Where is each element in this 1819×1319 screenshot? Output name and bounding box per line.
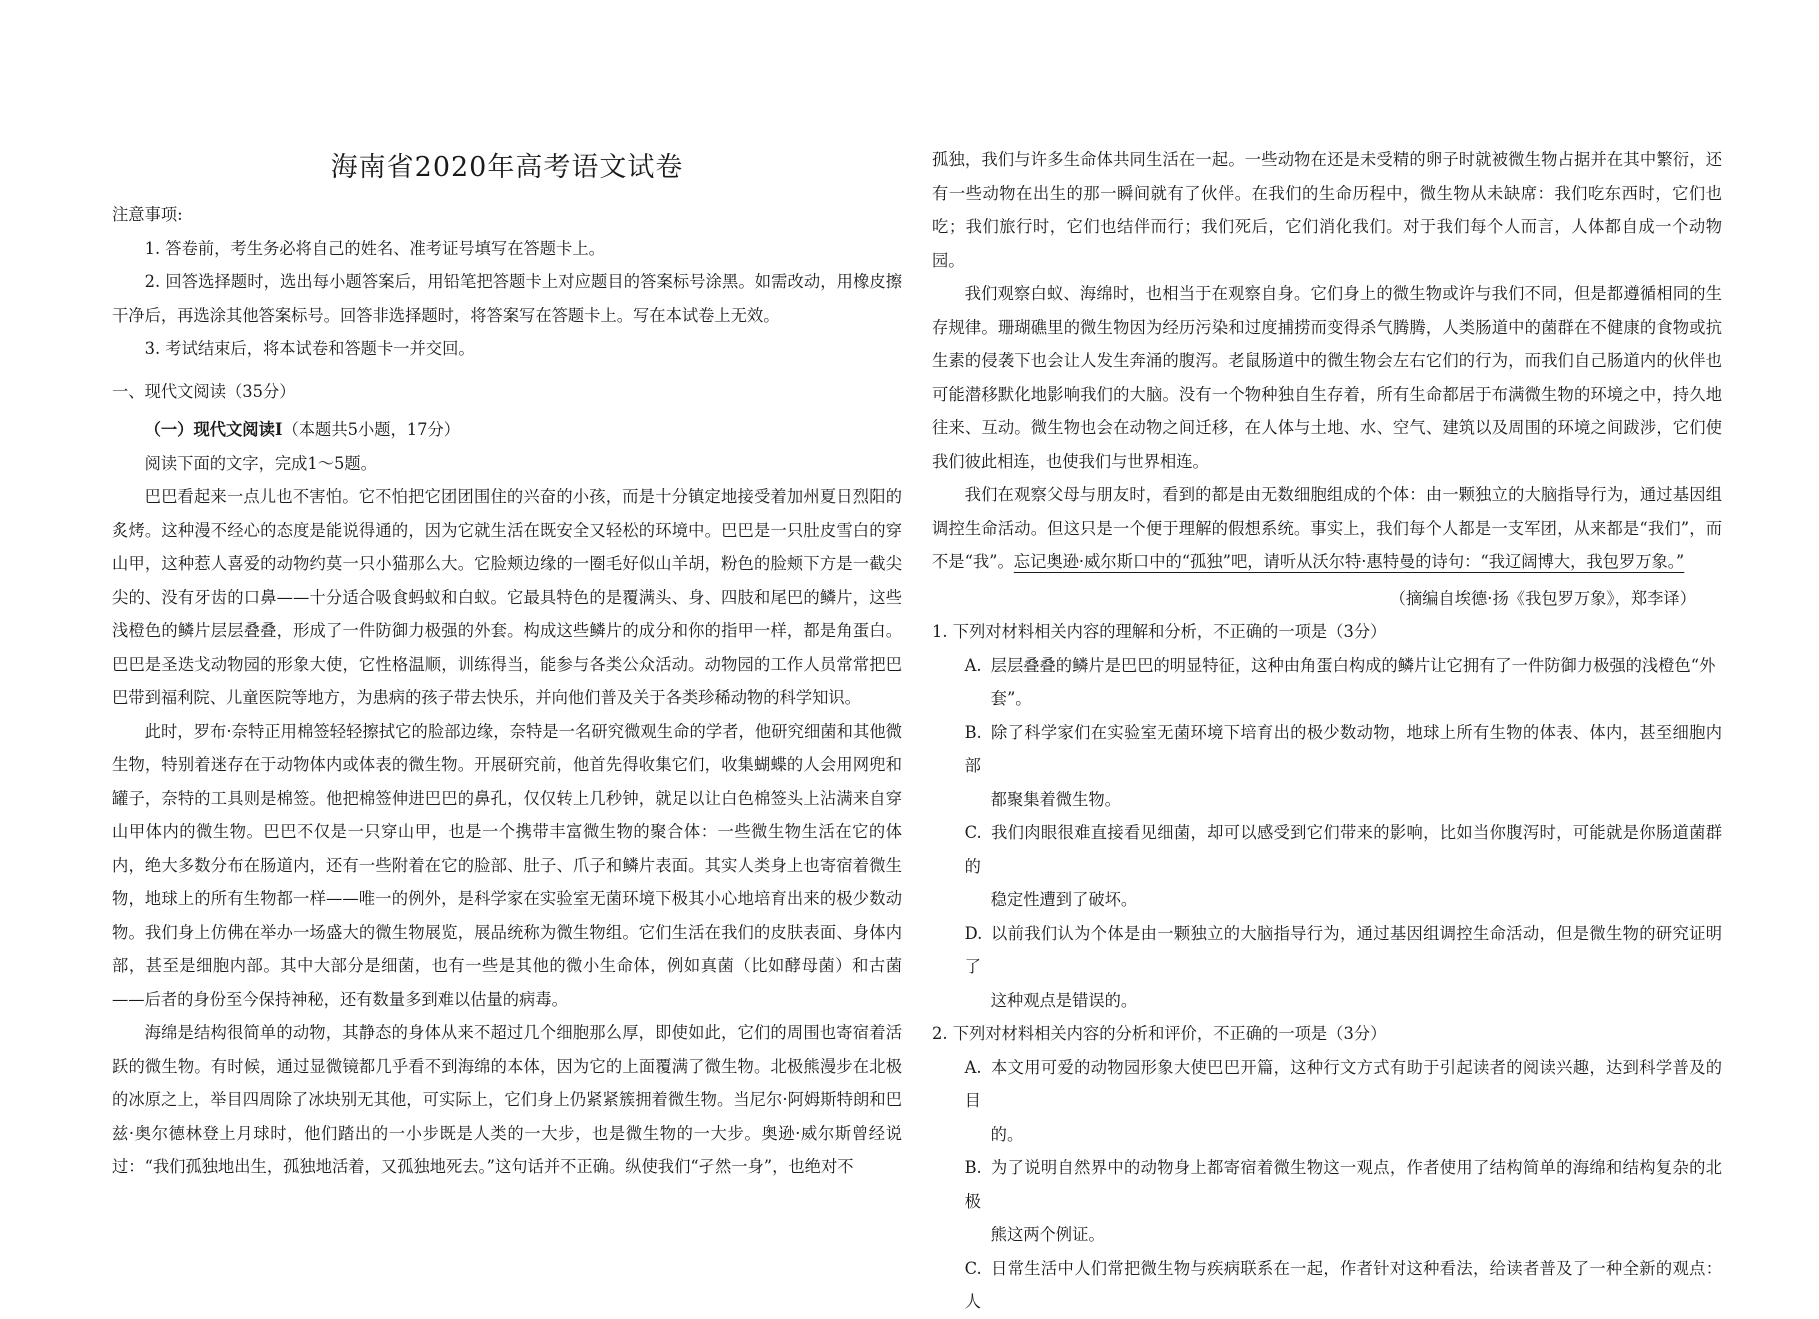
option-text: 我们肉眼很难直接看见细菌，却可以感受到它们带来的影响，比如当你腹泻时，可能就是你肠道菌群的 [964, 823, 1722, 876]
option-text-continued: 这种观点是错误的。 [990, 990, 1138, 1010]
passage-paragraph-5-text: 我们在观察父母与朋友时，看到的都是由无数细胞组成的个体：由一颗独立的大脑指导行为，通过基因组调控生命活动。但这只是一个便于理解的假想系统。事实上，我们每个人都是一支军团，从来都是“我们”，而不是“我”。 [932, 485, 1722, 571]
notice-item-2: 2. 回答选择题时，选出每小题答案后，用铅笔把答题卡上对应题目的答案标号涂黑。如需改动，用橡皮擦干净后，再选涂其他答案标号。回答非选择题时，将答案写在答题卡上。写在本试卷上无效。 [112, 272, 902, 325]
option-text: 以前我们认为个体是由一颗独立的大脑指导行为，通过基因组调控生命活动，但是微生物的研究证明了 [964, 923, 1722, 976]
notice-item-1: 1. 答卷前，考生务必将自己的姓名、准考证号填写在答题卡上。 [144, 238, 605, 258]
option-label: A. [964, 655, 982, 675]
question-2-option-a [932, 1051, 1722, 1152]
option-text-continued: 的。 [990, 1124, 1024, 1144]
option-label: D. [964, 923, 983, 943]
exam-title: 海南省2020年高考语文试卷 [330, 152, 684, 183]
underlined-sentence: 忘记奥逊·威尔斯口中的“孤独”吧，请听从沃尔特·惠特曼的诗句：“我辽阔博大，我包罗万象。” [1013, 552, 1685, 571]
passage-paragraph-4: 我们观察白蚁、海绵时，也相当于在观察自身。它们身上的微生物或许与我们不同，但是都遵循相同的生存规律。珊瑚礁里的微生物因为经历污染和过度捕捞而变得杀气腾腾，人类肠道中的菌群在不健康的食物或抗生素的侵袭下也会让人发生奔涌的腹泻。老鼠肠道中的微生物会左右它们的行为，而我们自己肠道内的伙伴也可能潜移默化地影响我们的大脑。没有一个物种独自生存着，所有生命都居于布满微生物的环境之中，持久地往来、互动。微生物也会在动物之间迁移，在人体与土地、水、空气、建筑以及周围的环境之间跋涉，它们使我们彼此相连，也使我们与世界相连。 [932, 284, 1722, 471]
option-label: B. [964, 722, 982, 742]
right-column [932, 0, 1722, 1319]
question-1-option-c [932, 816, 1722, 917]
option-text: 为了说明自然界中的动物身上都寄宿着微生物这一观点，作者使用了结构简单的海绵和结构复杂的北极 [964, 1158, 1722, 1211]
left-column [112, 0, 902, 1184]
question-1-stem: 1. 下列对材料相关内容的理解和分析，不正确的一项是（3分） [932, 622, 1387, 641]
question-1-option-a [932, 649, 1722, 716]
passage-paragraph-1: 巴巴看起来一点儿也不害怕。它不怕把它团团围住的兴奋的小孩，而是十分镇定地接受着加州夏日烈阳的炙烤。这种漫不经心的态度是能说得通的，因为它就生活在既安全又轻松的环境中。巴巴是一只肚皮雪白的穿山甲，这种惹人喜爱的动物约莫一只小猫那么大。它脸颊边缘的一圈毛好似山羊胡，粉色的脸颊下方是一截尖尖的、没有牙齿的口鼻——十分适合吸食蚂蚁和白蚁。它最具特色的是覆满头、身、四肢和尾巴的鳞片，这些浅橙色的鳞片层层叠叠，形成了一件防御力极强的外套。构成这些鳞片的成分和你的指甲一样，都是角蛋白。巴巴是圣迭戈动物园的形象大使，它性格温顺，训练得当，能参与各类公众活动。动物园的工作人员常常把巴巴带到福利院、儿童医院等地方，为患病的孩子带去快乐，并向他们普及关于各类珍稀动物的科学知识。 [112, 487, 902, 707]
option-text: 日常生活中人们常把微生物与疾病联系在一起，作者针对这种看法，给读者普及了一种全新的观点：人 [964, 1258, 1722, 1311]
question-2-stem: 2. 下列对材料相关内容的分析和评价，不正确的一项是（3分） [932, 1024, 1387, 1043]
option-text-continued: 都聚集着微生物。 [990, 789, 1121, 809]
notice-item-3: 3. 考试结束后，将本试卷和答题卡一并交回。 [144, 339, 475, 358]
reading-instruction: 阅读下面的文字，完成1～5题。 [144, 453, 377, 473]
passage-source: （摘编自埃德·扬《我包罗万象》，郑李译） [1389, 588, 1696, 608]
option-label: A. [964, 1057, 982, 1077]
passage-paragraph-2: 此时，罗布·奈特正用棉签轻轻擦拭它的脸部边缘，奈特是一名研究微观生命的学者，他研究细菌和其他微生物，特别着迷存在于动物体内或体表的微生物。开展研究前，他首先得收集它们，收集蝴蝶的人会用网兜和罐子，奈特的工具则是棉签。他把棉签伸进巴巴的鼻孔，仅仅转上几秒钟，就足以让白色棉签头上沾满来自穿山甲体内的微生物。巴巴不仅是一只穿山甲，也是一个携带丰富微生物的聚合体：一些微生物生活在它的体内，绝大多数分布在肠道内，还有一些附着在它的脸部、肚子、爪子和鳞片表面。其实人类身上也寄宿着微生物，地球上的所有生物都一样——唯一的例外，是科学家在实验室无菌环境下极其小心地培育出来的极少数动物。我们身上仿佛在举办一场盛大的微生物展览，展品统称为微生物组。它们生活在我们的皮肤表面、身体内部，甚至是细胞内部。其中大部分是细菌，也有一些是其他的微小生命体，例如真菌（比如酵母菌）和古菌——后者的身份至今保持神秘，还有数量多到难以估量的病毒。 [112, 721, 902, 1009]
option-label: B. [964, 1158, 982, 1177]
option-label: C. [964, 1258, 982, 1278]
notice-label: 注意事项: [112, 205, 183, 224]
question-2-option-c [932, 1252, 1722, 1319]
option-text: 除了科学家们在实验室无菌环境下培育出的极少数动物，地球上所有生物的体表、体内，甚至细胞内部 [964, 722, 1722, 775]
subsection-title-detail: （本题共5小题，17分） [282, 420, 461, 439]
question-2-option-b [932, 1151, 1722, 1252]
passage-paragraph-3: 海绵是结构很简单的动物，其静态的身体从来不超过几个细胞那么厚，即使如此，它们的周围也寄宿着活跃的微生物。有时候，通过显微镜都几乎看不到海绵的本体，因为它的上面覆满了微生物。北极熊漫步在北极的冰原之上，举目四周除了冰块别无其他，可实际上，它们身上仍紧紧簇拥着微生物。当尼尔·阿姆斯特朗和巴兹·奥尔德林登上月球时，他们踏出的一小步既是人类的一大步，也是微生物的一大步。奥逊·威尔斯曾经说过：“我们孤独地出生，孤独地活着，又孤独地死去。”这句话并不正确。纵使我们“孑然一身”，也绝对不 [112, 1023, 902, 1176]
question-1-option-d [932, 917, 1722, 1018]
subsection-title [112, 413, 902, 447]
option-label: C. [964, 823, 982, 842]
option-text-continued: 熊这两个例证。 [990, 1225, 1105, 1244]
passage-paragraph-5 [932, 478, 1722, 579]
question-1-option-b [932, 716, 1722, 817]
option-text-continued: 套”。 [990, 689, 1032, 708]
passage-paragraph-3-continued: 孤独，我们与许多生命体共同生活在一起。一些动物在还是未受精的卵子时就被微生物占据并在其中繁衍，还有一些动物在出生的那一瞬间就有了伙伴。在我们的生命历程中，微生物从未缺席：我们吃东西时，它们也吃；我们旅行时，它们也结伴而行；我们死后，它们消化我们。对于我们每个人而言，人体都自成一个动物园。 [932, 150, 1722, 270]
option-text-continued: 稳定性遭到了破坏。 [990, 890, 1138, 909]
option-text: 本文用可爱的动物园形象大使巴巴开篇，这种行文方式有助于引起读者的阅读兴趣，达到科学普及的目 [964, 1057, 1722, 1110]
subsection-title-bold: （一）现代文阅读Ⅰ [144, 420, 283, 439]
section-title: 一、现代文阅读（35分） [112, 381, 296, 401]
option-text: 层层叠叠的鳞片是巴巴的明显特征，这种由角蛋白构成的鳞片让它拥有了一件防御力极强的浅橙色“外 [990, 655, 1716, 675]
